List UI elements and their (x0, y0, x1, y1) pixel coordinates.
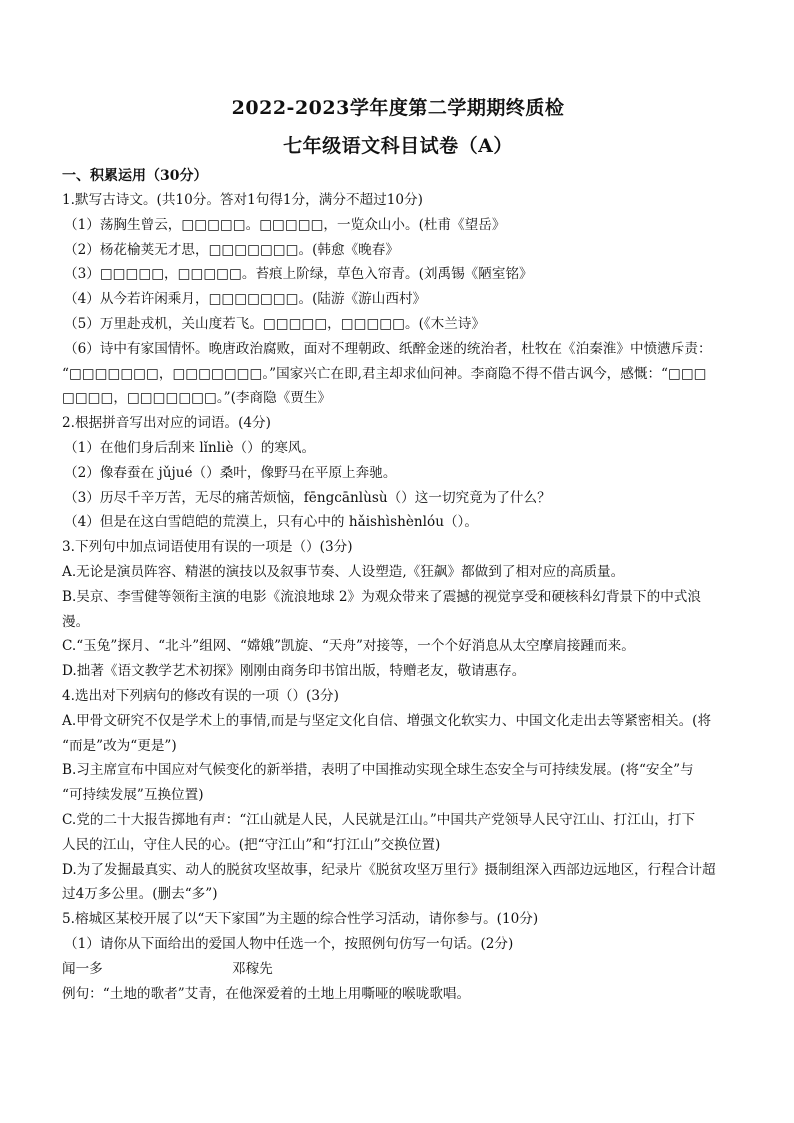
option-d: D.拙著《语文教学艺术初探》刚刚由商务印书馆出版，特赠老友，敬请惠存。 (62, 663, 526, 680)
question-item: （3）历尽千辛万苦，无尽的痛苦烦恼，fēngcānlùsù（）这一切究竟为了什么？ (64, 489, 551, 506)
option-a: A.甲骨文研究不仅是学术上的事情,而是与坚定文化自信、增强文化软实力、中国文化走出去等紧密相关。(将 (62, 712, 712, 729)
question-2 (62, 411, 734, 535)
option-b: B.习主席宣布中国应对气候变化的新举措，表明了中国推动实现全球生态安全与可持续发展。(将“安全”与 (62, 762, 694, 779)
exam-page (62, 92, 734, 1006)
question-item: （1）荡胸生曾云，□□□□□。□□□□□，一览众山小。(杜甫《望岳》 (64, 216, 506, 233)
question-5 (62, 907, 734, 1006)
question-item: （2）像春蚕在 jǔjué（）桑叶，像野马在平原上奔驰。 (64, 464, 397, 481)
option-c-cont: 人民的江山，守住人民的心。(把“守江山”和“打江山”交换位置) (62, 836, 441, 853)
section-heading: 一、积累运用（30分） (62, 168, 208, 184)
option-c: C.党的二十大报告掷地有声：“江山就是人民，人民就是江山。”中国共产党领导人民守江山、打江山，打下 (62, 811, 696, 828)
exam-title: 2022-2023学年度第二学期期终质检 (231, 97, 565, 119)
question-item: （5）万里赴戎机，关山度若飞。□□□□□，□□□□□。(《木兰诗》 (64, 315, 486, 332)
question-stem: 2.根据拼音写出对应的词语。(4分) (62, 415, 271, 432)
question-stem: 5.榕城区某校开展了以“天下家国”为主题的综合性学习活动，请你参与。(10分) (62, 911, 539, 928)
exam-subtitle: 七年级语文科目试卷（A） (283, 135, 513, 157)
option-a-cont: “而是”改为“更是”) (62, 737, 177, 754)
example-sentence: 例句：“土地的歌者”艾青，在他深爱着的土地上用嘶哑的喉咙歌唱。 (62, 985, 471, 1002)
option-b-cont: 漫。 (62, 613, 90, 630)
question-item: “□□□□□□□，□□□□□□□。”国家兴亡在即,君主却求仙问神。李商隐不得不借古讽今，感慨：“□□□ (62, 365, 707, 382)
question-stem: 4.选出对下列病句的修改有误的一项（）(3分) (62, 687, 339, 704)
question-item: （1）在他们身后刮来 lǐnliè（）的寒风。 (64, 439, 316, 456)
name-deng-jiaxian: 邓稼先 (232, 960, 273, 977)
question-4 (62, 684, 734, 907)
name-wen-yiduo: 闻一多 (62, 960, 103, 977)
question-item: （6）诗中有家国情怀。晚唐政治腐败，面对不理朝政、纸醉金迷的统治者，杜牧在《泊秦淮》中愤懑斥责： (64, 340, 712, 357)
question-stem: 1.默写古诗文。(共10分。答对1句得1分，满分不超过10分) (62, 192, 423, 208)
option-b: B.吴京、李雪健等领衔主演的电影《流浪地球 2》为观众带来了震撼的视觉享受和硬核科幻背景下的中式浪 (62, 588, 701, 605)
question-3 (62, 535, 734, 684)
question-item: （4）但是在这白雪皑皑的荒漠上，只有心中的 hǎishìshènlóu（）。 (64, 514, 478, 531)
question-item: （4）从今若许闲乘月，□□□□□□□。(陆游《游山西村》 (64, 291, 427, 308)
patriot-names (62, 957, 734, 982)
question-1 (62, 188, 734, 411)
question-item: （3）□□□□□，□□□□□。苔痕上阶绿，草色入帘青。(刘禹锡《陋室铭》 (64, 266, 533, 283)
option-d-cont: 过4万多公里。(删去“多”) (62, 886, 218, 903)
question-item: □□□□，□□□□□□□。”(李商隐《贾生》 (62, 390, 332, 407)
option-b-cont: “可持续发展”互换位置) (62, 787, 204, 804)
question-item: （2）杨花榆荚无才思，□□□□□□□。(韩愈《晚春》 (64, 241, 399, 258)
question-stem: 3.下列句中加点词语使用有误的一项是（）(3分) (62, 539, 353, 556)
sub-question: （1）请你从下面给出的爱国人物中任选一个，按照例句仿写一句话。(2分) (64, 935, 514, 952)
option-a: A.无论是演员阵容、精湛的演技以及叙事节奏、人设塑造,《狂飙》都做到了相对应的高质量。 (62, 563, 625, 580)
option-d: D.为了发掘最真实、动人的脱贫攻坚故事，纪录片《脱贫攻坚万里行》摄制组深入西部边远地区，行程合计超 (62, 861, 716, 878)
option-c: C.“玉兔”探月、“北斗”组网、“嫦娥”凯旋、“天舟”对接等，一个个好消息从太空摩肩接踵而来。 (62, 638, 635, 655)
